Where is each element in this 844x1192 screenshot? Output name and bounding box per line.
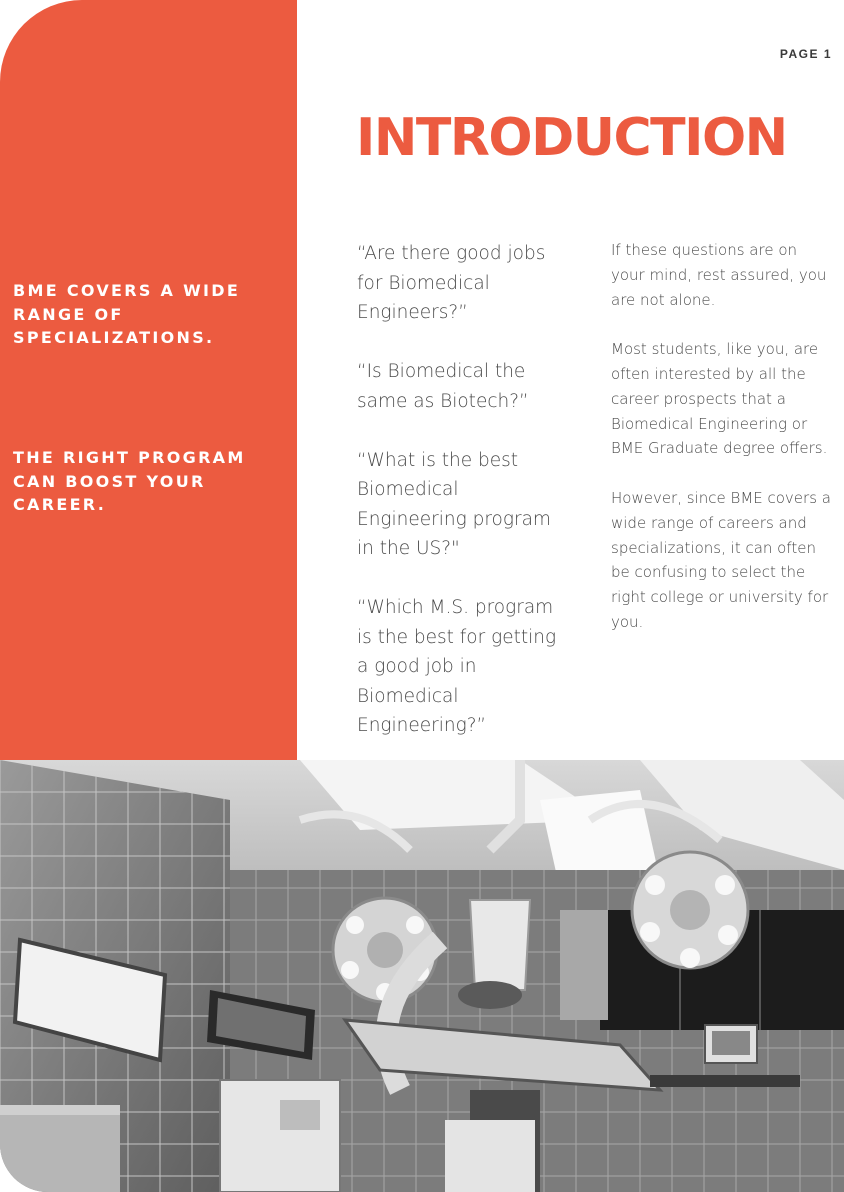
question-ms-program: “Which M.S. program is the best for getting a good job in Biomedical Engineering?” bbox=[357, 597, 557, 736]
question-best-program: “What is the best Biomedical Engineering program in the US?" bbox=[357, 449, 551, 559]
sidebar-panel bbox=[0, 0, 297, 760]
page-number: PAGE 1 bbox=[779, 47, 832, 61]
sidebar-highlight-career: THE RIGHT PROGRAM CAN BOOST YOUR CAREER. bbox=[13, 448, 246, 514]
paragraph-select-college: However, since BME covers a wide range of careers and specializations, it can often be confusing to select the right college or university for you. bbox=[611, 488, 831, 631]
sidebar-highlight-specializations: BME COVERS A WIDE RANGE OF SPECIALIZATIONS. bbox=[13, 281, 241, 347]
questions-column bbox=[357, 239, 572, 770]
question-jobs: “Are there good jobs for Biomedical Engineers?” bbox=[357, 243, 546, 323]
body-column bbox=[611, 238, 831, 660]
paragraph-career-prospects: Most students, like you, are often interested by all the career prospects that a Biomedical Engineering or BME Graduate degree offers. bbox=[611, 340, 828, 458]
paragraph-not-alone: If these questions are on your mind, rest assured, you are not alone. bbox=[611, 241, 827, 309]
operating-room-photo bbox=[0, 760, 844, 1192]
question-biotech: “Is Biomedical the same as Biotech?” bbox=[357, 361, 529, 412]
page-title: INTRODUCTION bbox=[356, 108, 787, 168]
